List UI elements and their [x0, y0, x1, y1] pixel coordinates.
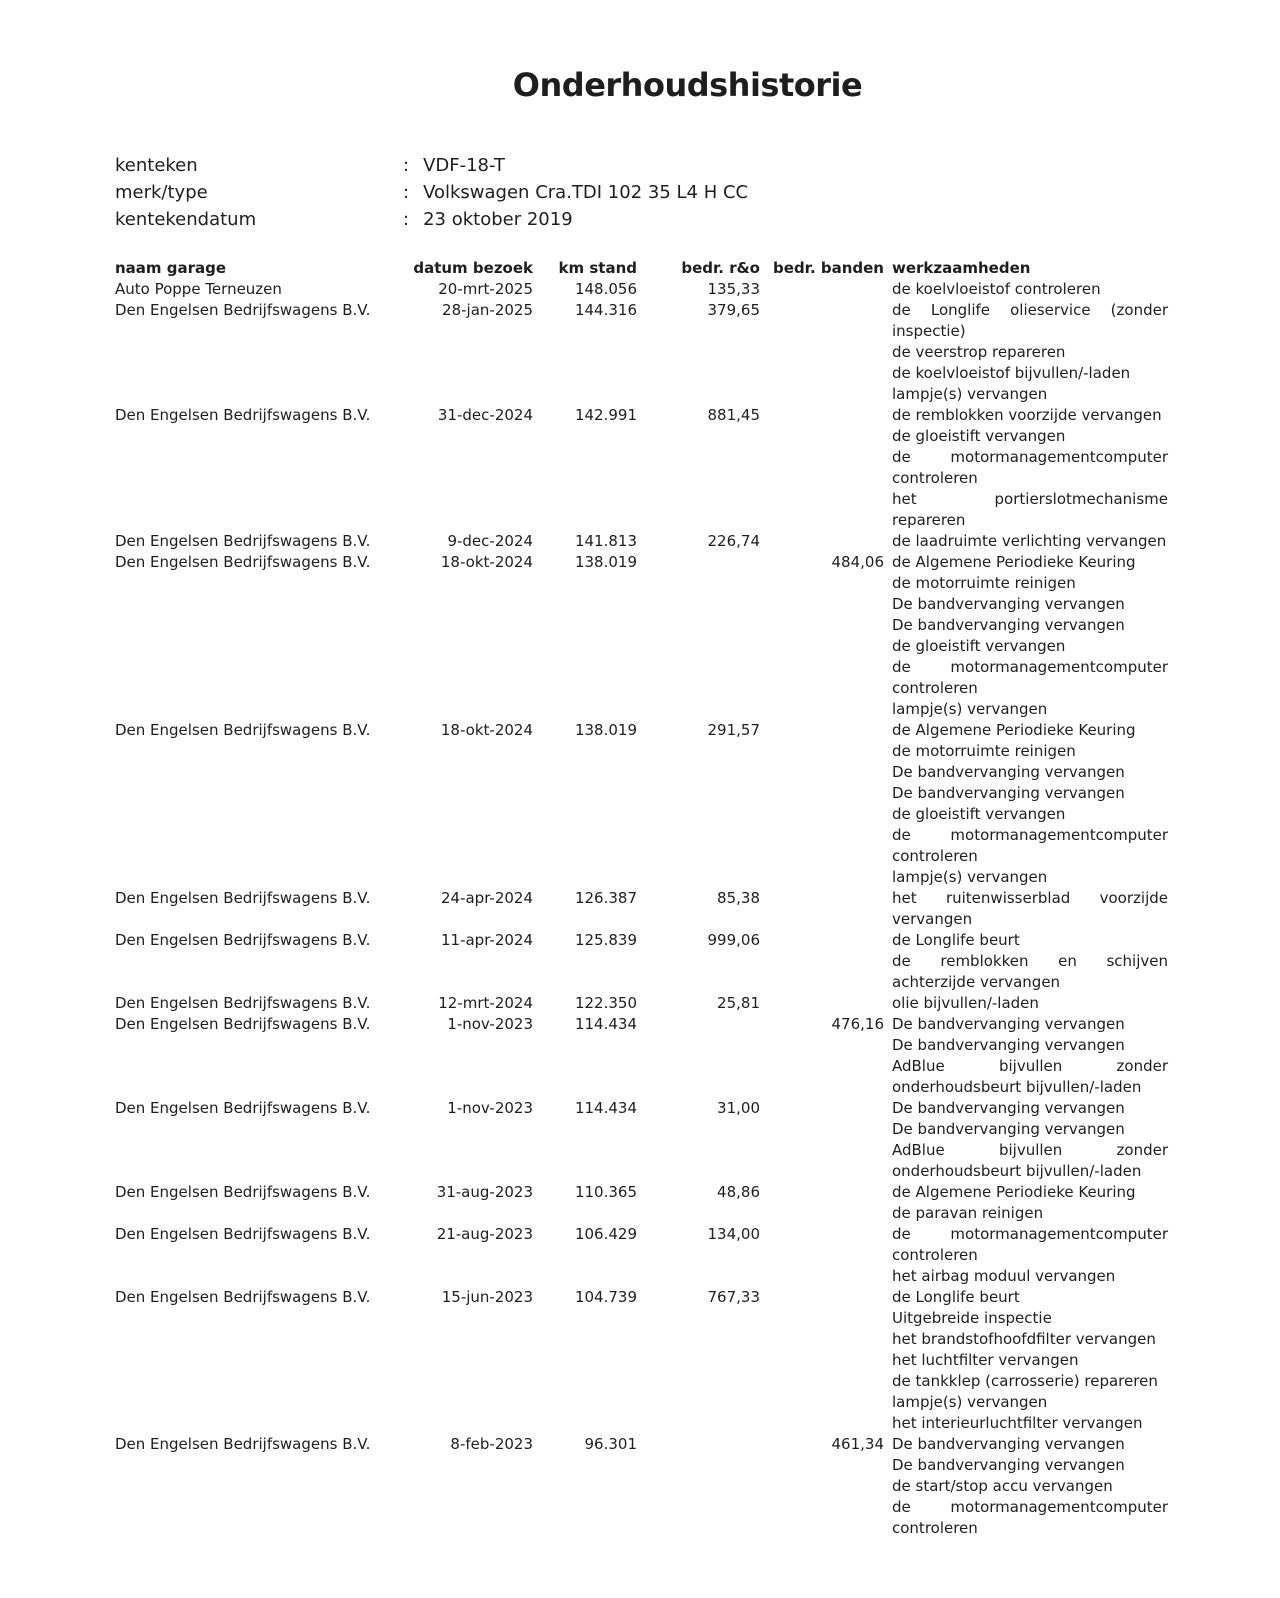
werkzaamheid-item: de remblokken voorzijde vervangen	[892, 406, 1162, 424]
werkzaamheid-item: de Algemene Periodieke Keuring	[892, 553, 1136, 571]
werkzaamheid-item: AdBlue bijvullen zonder onderhoudsbeurt bijvullen/-laden	[892, 1141, 1168, 1180]
datum-cell: 1-nov-2023	[447, 1099, 533, 1117]
werkzaamheid-item: de gloeistift vervangen	[892, 637, 1066, 655]
werkzaamheid-item: De bandvervanging vervangen	[892, 595, 1125, 613]
werkzaamheid-item: de motormanagementcomputer controleren	[892, 658, 1168, 697]
garage-cell: Den Engelsen Bedrijfswagens B.V.	[115, 721, 371, 739]
werkzaamheid-item: de motorruimte reinigen	[892, 574, 1076, 592]
maintenance-table	[115, 258, 1200, 1539]
table-row	[115, 300, 1200, 405]
werkzaamheid-item: de gloeistift vervangen	[892, 427, 1066, 445]
datum-cell: 28-jan-2025	[442, 301, 533, 319]
garage-cell: Den Engelsen Bedrijfswagens B.V.	[115, 1015, 371, 1033]
werkzaamheid-item: De bandvervanging vervangen	[892, 1435, 1125, 1453]
column-header-datum-bezoek: datum bezoek	[413, 259, 533, 277]
werkzaamheid-item: de paravan reinigen	[892, 1204, 1044, 1222]
werkzaamheid-item: het ruitenwisserblad voorzijde vervangen	[892, 889, 1168, 928]
garage-cell: Den Engelsen Bedrijfswagens B.V.	[115, 301, 371, 319]
garage-cell: Den Engelsen Bedrijfswagens B.V.	[115, 931, 371, 949]
datum-cell: 21-aug-2023	[436, 1225, 533, 1243]
bedr-ro-cell: 134,00	[707, 1225, 760, 1243]
garage-cell: Den Engelsen Bedrijfswagens B.V.	[115, 1435, 371, 1453]
merktype-separator: :	[403, 182, 410, 203]
km-cell: 141.813	[574, 532, 637, 550]
table-row	[115, 279, 1200, 300]
werkzaamheden-cell	[892, 720, 1168, 888]
table-row	[115, 1182, 1200, 1224]
bedr-banden-cell: 484,06	[831, 553, 884, 571]
garage-cell: Den Engelsen Bedrijfswagens B.V.	[115, 889, 371, 907]
datum-cell: 1-nov-2023	[447, 1015, 533, 1033]
werkzaamheid-item: de motormanagementcomputer controleren	[892, 1498, 1168, 1537]
km-cell: 110.365	[574, 1183, 637, 1201]
table-row	[115, 930, 1200, 993]
column-header-bedr-banden: bedr. banden	[773, 259, 884, 277]
werkzaamheden-cell	[892, 1014, 1168, 1098]
werkzaamheden-cell	[892, 279, 1168, 300]
table-row	[115, 405, 1200, 531]
werkzaamheid-item: de Algemene Periodieke Keuring	[892, 721, 1136, 739]
werkzaamheid-item: De bandvervanging vervangen	[892, 1099, 1125, 1117]
bedr-ro-cell: 226,74	[707, 532, 760, 550]
werkzaamheid-item: De bandvervanging vervangen	[892, 1015, 1125, 1033]
km-cell: 138.019	[574, 553, 637, 571]
werkzaamheid-item: lampje(s) vervangen	[892, 700, 1048, 718]
km-cell: 122.350	[574, 994, 637, 1012]
werkzaamheid-item: de koelvloeistof controleren	[892, 280, 1101, 298]
werkzaamheid-item: de Algemene Periodieke Keuring	[892, 1183, 1136, 1201]
vehicle-info-row-kentekendatum	[115, 206, 1200, 233]
table-row	[115, 1098, 1200, 1182]
km-cell: 96.301	[584, 1435, 637, 1453]
werkzaamheid-item: olie bijvullen/-laden	[892, 994, 1039, 1012]
table-header-row	[115, 258, 1200, 279]
vehicle-info-row-merktype	[115, 179, 1200, 206]
bedr-ro-cell: 48,86	[717, 1183, 760, 1201]
bedr-ro-cell: 31,00	[717, 1099, 760, 1117]
garage-cell: Den Engelsen Bedrijfswagens B.V.	[115, 553, 371, 571]
bedr-ro-cell: 291,57	[707, 721, 760, 739]
werkzaamheid-item: De bandvervanging vervangen	[892, 1456, 1125, 1474]
garage-cell: Den Engelsen Bedrijfswagens B.V.	[115, 994, 371, 1012]
garage-cell: Den Engelsen Bedrijfswagens B.V.	[115, 406, 371, 424]
table-row	[115, 993, 1200, 1014]
werkzaamheden-cell	[892, 888, 1168, 930]
werkzaamheid-item: de veerstrop repareren	[892, 343, 1066, 361]
werkzaamheden-cell	[892, 1182, 1168, 1224]
datum-cell: 9-dec-2024	[447, 532, 533, 550]
werkzaamheden-cell	[892, 552, 1168, 720]
werkzaamheden-cell	[892, 1098, 1168, 1182]
table-body	[115, 279, 1200, 1539]
km-cell: 114.434	[574, 1015, 637, 1033]
werkzaamheid-item: de motormanagementcomputer controleren	[892, 1225, 1168, 1264]
datum-cell: 15-jun-2023	[441, 1288, 533, 1306]
werkzaamheid-item: De bandvervanging vervangen	[892, 616, 1125, 634]
werkzaamheid-item: de motormanagementcomputer controleren	[892, 448, 1168, 487]
werkzaamheid-item: De bandvervanging vervangen	[892, 784, 1125, 802]
werkzaamheid-item: de motormanagementcomputer controleren	[892, 826, 1168, 865]
bedr-ro-cell: 767,33	[707, 1288, 760, 1306]
werkzaamheid-item: de motorruimte reinigen	[892, 742, 1076, 760]
km-cell: 125.839	[574, 931, 637, 949]
werkzaamheid-item: het brandstofhoofdfilter vervangen	[892, 1330, 1156, 1348]
werkzaamheden-cell	[892, 993, 1168, 1014]
kenteken-value: VDF-18-T	[423, 155, 505, 176]
table-row	[115, 1287, 1200, 1434]
datum-cell: 18-okt-2024	[440, 721, 533, 739]
werkzaamheden-cell	[892, 1434, 1168, 1539]
vehicle-info-row-kenteken	[115, 152, 1200, 179]
werkzaamheid-item: de tankklep (carrosserie) repareren	[892, 1372, 1158, 1390]
werkzaamheid-item: de Longlife olieservice (zonder inspectie)	[892, 301, 1168, 340]
werkzaamheden-cell	[892, 1287, 1168, 1434]
werkzaamheid-item: lampje(s) vervangen	[892, 868, 1048, 886]
table-row	[115, 552, 1200, 720]
werkzaamheid-item: Uitgebreide inspectie	[892, 1309, 1052, 1327]
werkzaamheden-cell	[892, 300, 1168, 405]
table-row	[115, 531, 1200, 552]
werkzaamheid-item: de start/stop accu vervangen	[892, 1477, 1113, 1495]
werkzaamheid-item: AdBlue bijvullen zonder onderhoudsbeurt bijvullen/-laden	[892, 1057, 1168, 1096]
column-header-km-stand: km stand	[558, 259, 637, 277]
km-cell: 148.056	[574, 280, 637, 298]
werkzaamheid-item: de laadruimte verlichting vervangen	[892, 532, 1167, 550]
column-header-werkzaamheden: werkzaamheden	[892, 259, 1031, 277]
kentekendatum-value: 23 oktober 2019	[423, 209, 573, 230]
bedr-ro-cell: 135,33	[707, 280, 760, 298]
vehicle-info-block	[115, 152, 1200, 233]
datum-cell: 18-okt-2024	[440, 553, 533, 571]
garage-cell: Den Engelsen Bedrijfswagens B.V.	[115, 1288, 371, 1306]
km-cell: 142.991	[574, 406, 637, 424]
column-header-bedr-ro: bedr. r&o	[681, 259, 760, 277]
merktype-label: merk/type	[115, 182, 208, 203]
column-header-naam-garage: naam garage	[115, 259, 227, 277]
page-title: Onderhoudshistorie	[512, 66, 863, 104]
garage-cell: Den Engelsen Bedrijfswagens B.V.	[115, 532, 371, 550]
werkzaamheid-item: De bandvervanging vervangen	[892, 1036, 1125, 1054]
werkzaamheid-item: de Longlife beurt	[892, 1288, 1020, 1306]
werkzaamheden-cell	[892, 930, 1168, 993]
datum-cell: 12-mrt-2024	[438, 994, 533, 1012]
werkzaamheden-cell	[892, 405, 1168, 531]
bedr-ro-cell: 25,81	[717, 994, 760, 1012]
datum-cell: 11-apr-2024	[440, 931, 533, 949]
werkzaamheid-item: de gloeistift vervangen	[892, 805, 1066, 823]
garage-cell: Auto Poppe Terneuzen	[115, 280, 282, 298]
table-row	[115, 1224, 1200, 1287]
table-row	[115, 1014, 1200, 1098]
km-cell: 138.019	[574, 721, 637, 739]
bedr-banden-cell: 476,16	[831, 1015, 884, 1033]
km-cell: 106.429	[574, 1225, 637, 1243]
datum-cell: 20-mrt-2025	[438, 280, 533, 298]
datum-cell: 24-apr-2024	[440, 889, 533, 907]
table-row	[115, 888, 1200, 930]
km-cell: 104.739	[574, 1288, 637, 1306]
werkzaamheid-item: lampje(s) vervangen	[892, 385, 1048, 403]
datum-cell: 8-feb-2023	[450, 1435, 533, 1453]
garage-cell: Den Engelsen Bedrijfswagens B.V.	[115, 1099, 371, 1117]
merktype-value: Volkswagen Cra.TDI 102 35 L4 H CC	[423, 182, 749, 203]
bedr-ro-cell: 999,06	[707, 931, 760, 949]
werkzaamheid-item: het luchtfilter vervangen	[892, 1351, 1079, 1369]
werkzaamheid-item: de Longlife beurt	[892, 931, 1020, 949]
werkzaamheid-item: lampje(s) vervangen	[892, 1393, 1048, 1411]
km-cell: 144.316	[574, 301, 637, 319]
garage-cell: Den Engelsen Bedrijfswagens B.V.	[115, 1225, 371, 1243]
werkzaamheid-item: de koelvloeistof bijvullen/-laden	[892, 364, 1131, 382]
kentekendatum-separator: :	[403, 209, 410, 230]
garage-cell: Den Engelsen Bedrijfswagens B.V.	[115, 1183, 371, 1201]
bedr-banden-cell: 461,34	[831, 1435, 884, 1453]
kenteken-separator: :	[403, 155, 410, 176]
werkzaamheid-item: het portierslotmechanisme repareren	[892, 490, 1168, 529]
bedr-ro-cell: 85,38	[717, 889, 760, 907]
bedr-ro-cell: 379,65	[707, 301, 760, 319]
datum-cell: 31-aug-2023	[436, 1183, 533, 1201]
werkzaamheden-cell	[892, 1224, 1168, 1287]
bedr-ro-cell: 881,45	[707, 406, 760, 424]
km-cell: 126.387	[574, 889, 637, 907]
kentekendatum-label: kentekendatum	[115, 209, 257, 230]
table-row	[115, 720, 1200, 888]
table-row	[115, 1434, 1200, 1539]
kenteken-label: kenteken	[115, 155, 198, 176]
werkzaamheid-item: De bandvervanging vervangen	[892, 1120, 1125, 1138]
km-cell: 114.434	[574, 1099, 637, 1117]
werkzaamheid-item: De bandvervanging vervangen	[892, 763, 1125, 781]
werkzaamheid-item: het airbag moduul vervangen	[892, 1267, 1116, 1285]
werkzaamheid-item: de remblokken en schijven achterzijde vervangen	[892, 952, 1168, 991]
werkzaamheden-cell	[892, 531, 1168, 552]
werkzaamheid-item: het interieurluchtfilter vervangen	[892, 1414, 1143, 1432]
datum-cell: 31-dec-2024	[437, 406, 533, 424]
